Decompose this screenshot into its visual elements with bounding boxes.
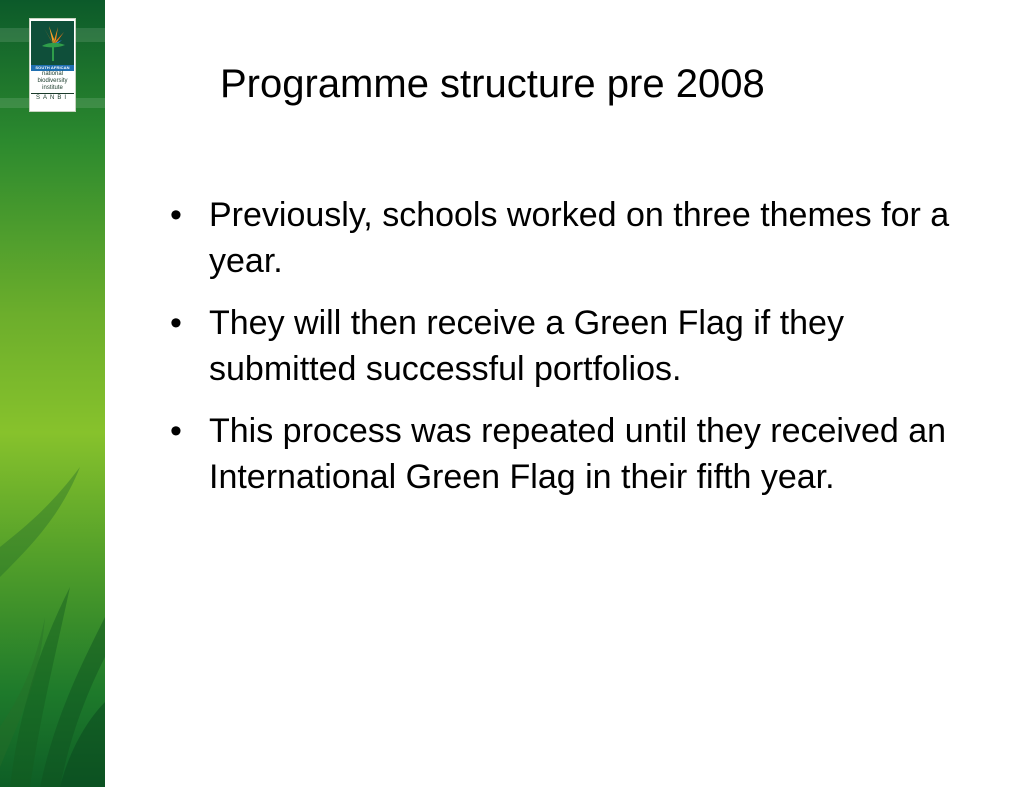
bullet-marker: • (170, 304, 182, 342)
bullet-list (170, 192, 970, 516)
bullet-item (170, 300, 970, 392)
bullet-marker: • (170, 196, 182, 234)
logo-line-biodiversity: biodiversity (37, 78, 68, 84)
logo-band-label: SOUTH AFRICAN (31, 65, 74, 71)
slide-title: Programme structure pre 2008 (220, 62, 765, 106)
bullet-item (170, 192, 970, 284)
logo-line-institute: institute (42, 85, 63, 91)
bullet-item (170, 408, 970, 500)
bullet-marker: • (170, 412, 182, 450)
bullet-text: They will then receive a Green Flag if they submitted successful portfolios. (209, 304, 844, 388)
green-sidebar (0, 0, 105, 787)
sanbi-logo (29, 18, 76, 112)
leaf-pattern-decoration (0, 467, 105, 787)
bullet-text: Previously, schools worked on three themes for a year. (209, 196, 950, 280)
bird-of-paradise-flower-icon (31, 21, 74, 65)
logo-acronym: SANBI (31, 93, 74, 102)
bullet-text: This process was repeated until they received an International Green Flag in their fifth year. (209, 412, 947, 496)
logo-line-national: national (41, 71, 64, 77)
